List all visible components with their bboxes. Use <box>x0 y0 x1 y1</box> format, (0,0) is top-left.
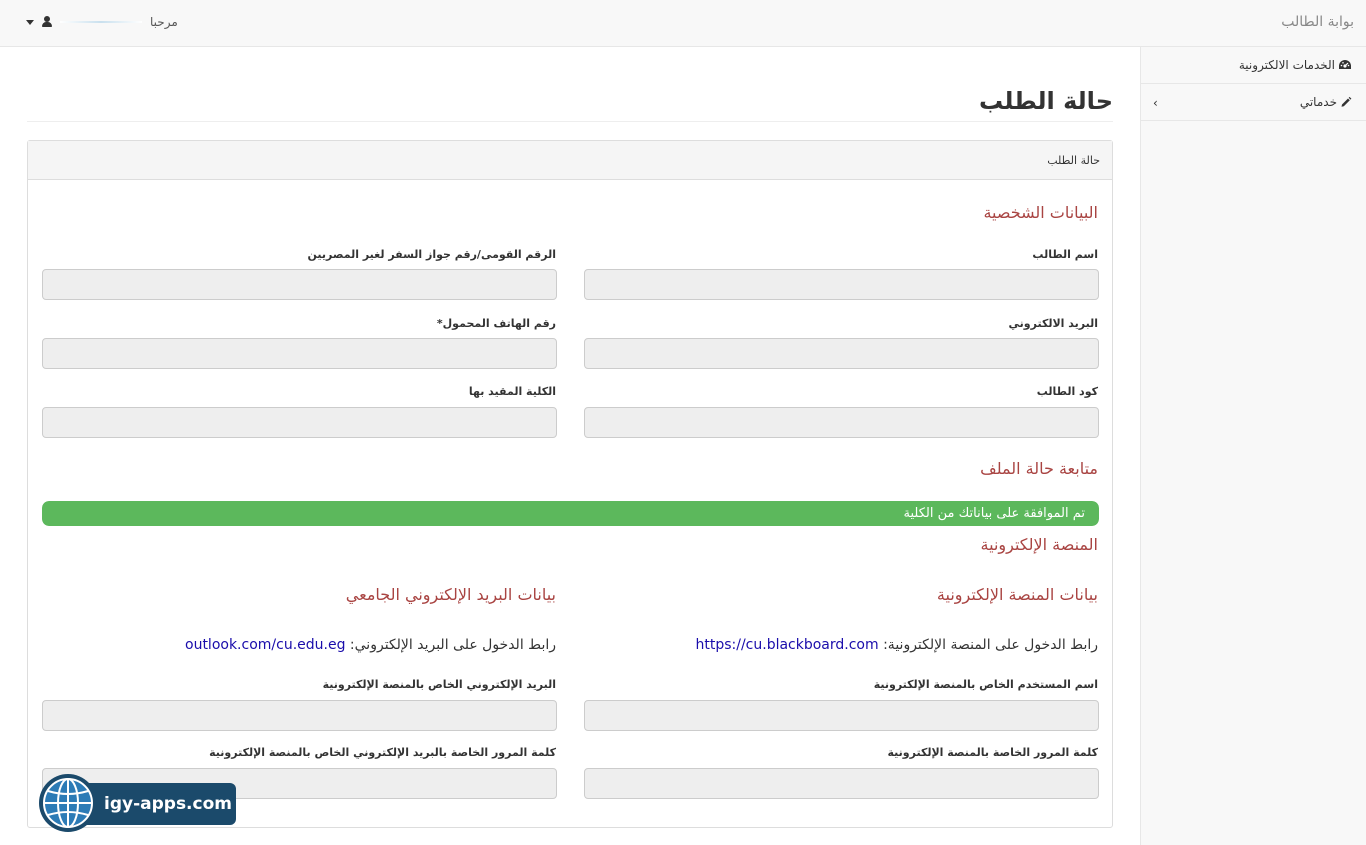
personal-data-heading: البيانات الشخصية <box>983 203 1098 222</box>
chevron-left-icon[interactable]: ‹ <box>1153 96 1158 110</box>
sidebar <box>1140 47 1366 845</box>
student-name-field[interactable] <box>584 269 1099 300</box>
greeting-label: مرحبا <box>150 15 178 29</box>
faculty-label: الكلية المقيد بها <box>468 385 556 398</box>
platform-link-line <box>695 637 1098 653</box>
sidebar-item-label: خدماتي <box>1299 95 1337 109</box>
request-status-panel <box>27 140 1113 828</box>
user-menu[interactable] <box>26 15 178 29</box>
platform-password-field[interactable] <box>584 768 1099 799</box>
platform-link-label: رابط الدخول على المنصة الإلكترونية: <box>883 637 1098 653</box>
national-id-label: الرقم القومى/رقم جواز السفر لغير المصريين <box>307 248 556 261</box>
sidebar-item-my-services[interactable] <box>1141 84 1366 121</box>
panel-heading: حالة الطلب <box>28 141 1112 180</box>
email-field[interactable] <box>584 338 1099 369</box>
platform-data-heading: بيانات المنصة الإلكترونية <box>936 585 1098 604</box>
top-navbar <box>0 0 1366 47</box>
globe-icon <box>38 773 98 833</box>
email-link-label: رابط الدخول على البريد الإلكتروني: <box>349 637 556 653</box>
university-email-heading: بيانات البريد الإلكتروني الجامعي <box>345 585 556 604</box>
email-label: البريد الالكتروني <box>1008 317 1098 330</box>
caret-down-icon <box>26 20 34 25</box>
student-code-field[interactable] <box>584 407 1099 438</box>
brand-title[interactable]: بوابة الطالب <box>1281 14 1354 30</box>
student-code-label: كود الطالب <box>1036 385 1098 398</box>
sidebar-item-eservices[interactable] <box>1141 47 1366 84</box>
main-content <box>0 47 1140 845</box>
sidebar-item-label: الخدمات الالكترونية <box>1238 58 1335 72</box>
platform-email-label: البريد الإلكتروني الخاص بالمنصة الإلكترونية <box>322 678 556 691</box>
platform-password-label: كلمة المرور الخاصة بالمنصة الإلكترونية <box>887 746 1098 759</box>
page-title: حالة الطلب <box>978 87 1113 115</box>
pencil-icon <box>1340 96 1352 108</box>
user-icon <box>42 16 52 28</box>
user-name-redacted <box>60 21 142 23</box>
status-progress <box>42 501 1099 526</box>
watermark-text: igy-apps.com <box>104 794 232 814</box>
platform-username-label: اسم المستخدم الخاص بالمنصة الإلكترونية <box>873 678 1098 691</box>
student-name-label: اسم الطالب <box>1032 248 1098 261</box>
platform-email-field[interactable] <box>42 700 557 731</box>
national-id-field[interactable] <box>42 269 557 300</box>
e-platform-heading: المنصة الإلكترونية <box>980 535 1098 554</box>
divider <box>27 121 1113 122</box>
platform-link[interactable]: https://cu.blackboard.com <box>695 637 879 653</box>
mobile-field[interactable] <box>42 338 557 369</box>
platform-username-field[interactable] <box>584 700 1099 731</box>
watermark-logo <box>38 773 238 835</box>
email-password-label: كلمة المرور الخاصة بالبريد الإلكتروني الخاص بالمنصة الإلكترونية <box>209 746 556 759</box>
faculty-field[interactable] <box>42 407 557 438</box>
file-tracking-heading: متابعة حالة الملف <box>980 459 1098 478</box>
dashboard-icon <box>1338 59 1352 71</box>
email-link[interactable]: outlook.com/cu.edu.eg <box>185 637 346 653</box>
status-progress-bar: تم الموافقة على بياناتك من الكلية <box>42 501 1099 526</box>
email-link-line <box>185 637 556 653</box>
mobile-label: *رقم الهاتف المحمول <box>436 317 556 330</box>
